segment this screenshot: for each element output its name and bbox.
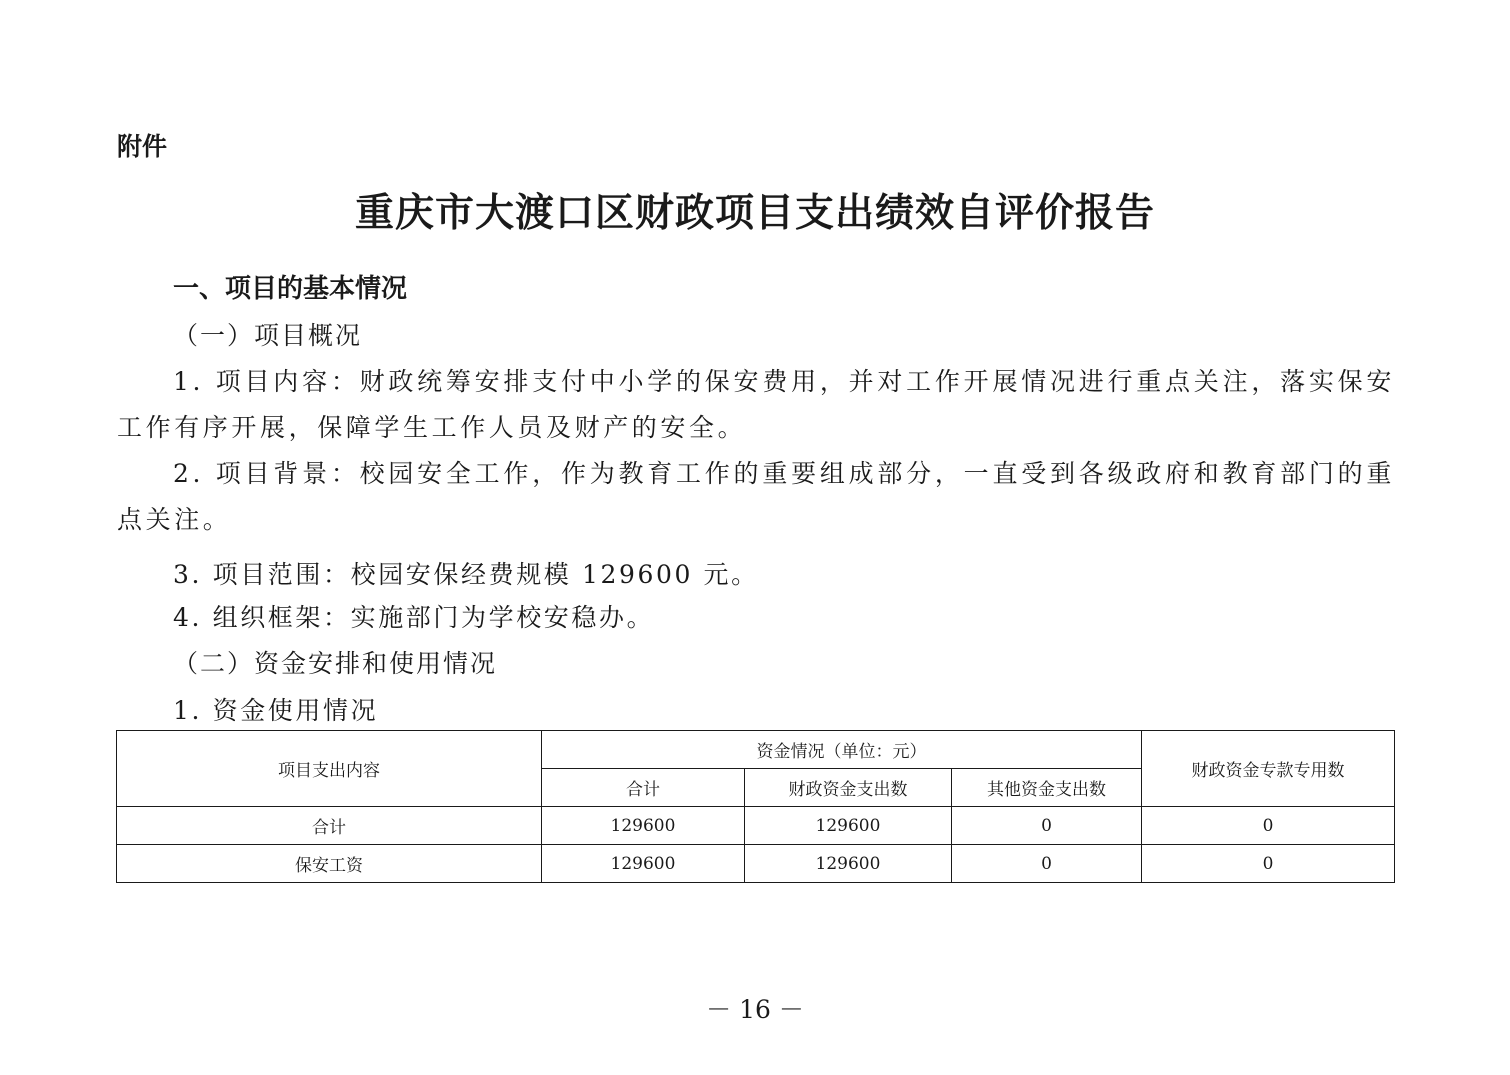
paragraph-project-background: 2. 项目背景：校园安全工作，作为教育工作的重要组成部分，一直受到各级政府和教育部门的重点关注。 [117, 459, 1395, 534]
header-fiscal: 财政资金支出数 [745, 769, 952, 807]
cell-fiscal: 129600 [745, 845, 952, 883]
paragraph-project-content: 1. 项目内容：财政统筹安排支付中小学的保安费用，并对工作开展情况进行重点关注，落实保安工作有序开展，保障学生工作人员及财产的安全。 [117, 367, 1395, 442]
table-header-row [117, 731, 1395, 769]
page-number: － 16 － [706, 995, 804, 1024]
table-row [117, 845, 1395, 883]
cell-item: 合计 [117, 807, 542, 845]
header-total: 合计 [542, 769, 745, 807]
cell-total: 129600 [542, 845, 745, 883]
cell-fiscal: 129600 [745, 807, 952, 845]
report-title: 重庆市大渡口区财政项目支出绩效自评价报告 [354, 190, 1155, 236]
attachment-label: 附件 [117, 132, 168, 161]
cell-special: 0 [1142, 845, 1395, 883]
section-heading-basic-info: 一、项目的基本情况 [173, 274, 408, 304]
header-other: 其他资金支出数 [952, 769, 1142, 807]
cell-other: 0 [952, 845, 1142, 883]
paragraph-organization: 4. 组织框架：实施部门为学校安稳办。 [173, 603, 655, 632]
subsection-heading-funds: （二）资金安排和使用情况 [173, 649, 498, 678]
header-funds-group: 资金情况（单位：元） [542, 731, 1142, 769]
cell-item: 保安工资 [117, 845, 542, 883]
header-special: 财政资金专款专用数 [1142, 731, 1395, 807]
paragraph-project-scope: 3. 项目范围：校园安保经费规模 129600 元。 [173, 560, 759, 589]
funds-table [116, 730, 1395, 883]
cell-special: 0 [1142, 807, 1395, 845]
cell-other: 0 [952, 807, 1142, 845]
header-item: 项目支出内容 [117, 731, 542, 807]
paragraph-funds-usage: 1. 资金使用情况 [173, 696, 379, 725]
cell-total: 129600 [542, 807, 745, 845]
subsection-heading-overview: （一）项目概况 [173, 321, 363, 350]
table-row [117, 807, 1395, 845]
